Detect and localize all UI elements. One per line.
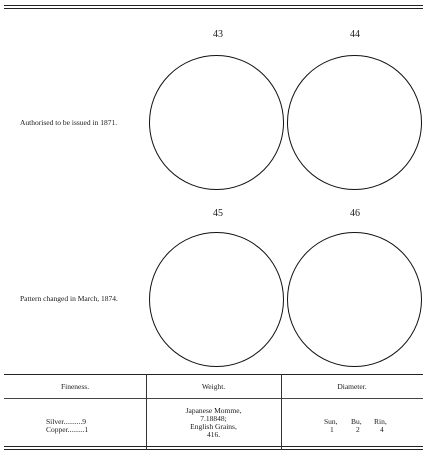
coin-circle-45	[149, 232, 284, 367]
fineness-copper: Copper.........1	[46, 425, 89, 434]
caption-pattern-changed: Pattern changed in March, 1874.	[20, 294, 118, 303]
figure-number-43: 43	[213, 29, 223, 40]
table-header-rule	[4, 398, 423, 399]
diameter-unit-sun: Sun,	[324, 417, 338, 426]
diameter-value-bu: 2	[356, 425, 360, 434]
coin-circle-44	[287, 55, 422, 190]
diameter-value-rin: 4	[380, 425, 384, 434]
coin-circle-46	[287, 232, 422, 367]
specification-table	[4, 374, 423, 450]
figure-number-45: 45	[213, 208, 223, 219]
figure-number-44: 44	[350, 29, 360, 40]
figure-number-46: 46	[350, 208, 360, 219]
weight-line-4: 416.	[206, 430, 221, 439]
weight-line-3: English Grains,	[190, 422, 237, 431]
header-diameter: Diameter.	[337, 382, 367, 391]
diameter-unit-rin: Rin,	[374, 417, 387, 426]
fineness-silver: Silver..........9	[46, 417, 87, 426]
header-fineness: Fineness.	[60, 382, 90, 391]
top-rule-2	[4, 8, 423, 9]
table-bottom-rule	[4, 446, 423, 447]
table-top-rule	[4, 374, 423, 375]
top-rule	[4, 5, 423, 6]
coin-circle-43	[149, 55, 284, 190]
table-bottom-rule-2	[4, 449, 423, 450]
caption-authorised: Authorised to be issued in 1871.	[20, 118, 118, 127]
weight-line-1: Japanese Momme,	[185, 406, 242, 415]
diameter-unit-bu: Bu,	[351, 417, 362, 426]
header-weight: Weight.	[201, 382, 226, 391]
diameter-value-sun: 1	[330, 425, 334, 434]
weight-line-2: 7.18848;	[200, 414, 227, 423]
